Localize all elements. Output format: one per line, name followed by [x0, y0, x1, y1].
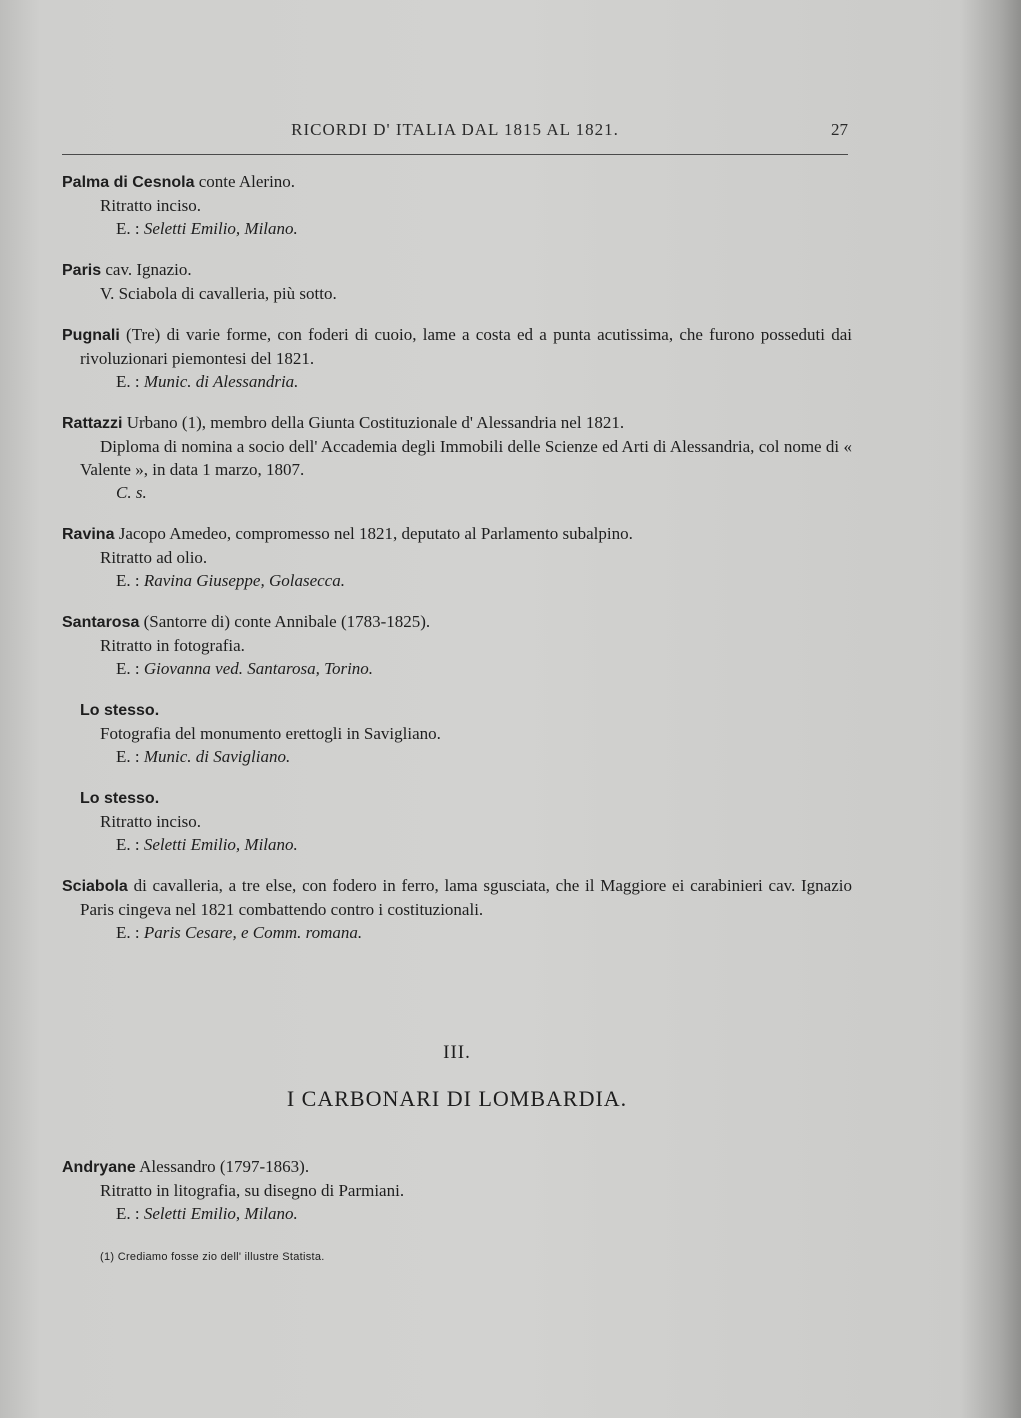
entry-heading: Lo stesso. [80, 790, 160, 807]
entry-owner: C. s. [116, 483, 147, 502]
entry-heading: Santarosa [62, 614, 140, 631]
entry-line: Diploma di nomina a socio dell' Accademia degli Immobili delle Scienze ed Arti di Alessandria, col nome di « Valente », in data 1 marzo, 1807. [80, 437, 852, 479]
footnote: (1) Crediamo fosse zio dell' illustre Statista. [100, 1251, 325, 1263]
header-rule [62, 154, 848, 155]
entry-line: Ritratto in fotografia. [100, 636, 245, 655]
entry-paris [62, 258, 852, 305]
running-title: RICORDI D' ITALIA DAL 1815 AL 1821. [291, 120, 619, 139]
entry-owner: E. : Seletti Emilio, Milano. [116, 835, 298, 854]
entry-andryane [62, 1155, 852, 1225]
entry-line: Ritratto inciso. [100, 196, 202, 215]
entry-ravina [62, 522, 852, 592]
entry-owner: E. : Giovanna ved. Santarosa, Torino. [116, 659, 374, 678]
entry-heading: Palma di Cesnola [62, 174, 195, 191]
entry-line: Ritratto ad olio. [100, 548, 208, 567]
entry-sciabola [62, 874, 852, 944]
entry-heading-rest: Alessandro (1797-1863). [135, 1157, 310, 1176]
entry-heading-rest: Urbano (1), membro della Giunta Costituzionale d' Alessandria nel 1821. [122, 413, 625, 432]
entry-heading-rest: (Santorre di) conte Annibale (1783-1825). [139, 612, 431, 631]
entry-line: V. Sciabola di cavalleria, più sotto. [100, 284, 337, 303]
entry-heading-rest: cav. Ignazio. [101, 260, 192, 279]
entry-rattazzi [62, 411, 852, 504]
entry-lo-stesso-1 [62, 698, 852, 768]
entry-lo-stesso-2 [62, 786, 852, 856]
entry-heading: Andryane [62, 1159, 136, 1176]
section-number: III. [443, 1042, 471, 1063]
entry-palma [62, 170, 852, 240]
entry-owner: E. : Munic. di Alessandria. [116, 372, 299, 391]
entry-owner: E. : Seletti Emilio, Milano. [116, 219, 298, 238]
entry-heading: Paris [62, 262, 102, 279]
entries-list [62, 170, 852, 962]
entry-heading: Sciabola [62, 878, 128, 895]
entry-heading-rest: Jacopo Amedeo, compromesso nel 1821, deputato al Parlamento subalpino. [114, 524, 633, 543]
entry-heading: Ravina [62, 526, 115, 543]
entry-heading: Lo stesso. [80, 702, 160, 719]
section-title: I CARBONARI DI LOMBARDIA. [286, 1086, 628, 1111]
entry-owner: E. : Seletti Emilio, Milano. [116, 1204, 298, 1223]
entry-heading-rest: conte Alerino. [194, 172, 296, 191]
entry-line: Fotografia del monumento erettogli in Savigliano. [100, 724, 441, 743]
entry-owner: E. : Munic. di Savigliano. [116, 747, 291, 766]
entry-owner: E. : Ravina Giuseppe, Golasecca. [116, 571, 345, 590]
entry-heading-rest: (Tre) di varie forme, con foderi di cuoio, lame a costa ed a punta acutissima, che furono posseduti dai rivoluzionari piemontesi del 1821. [80, 325, 852, 368]
entry-heading: Rattazzi [62, 415, 123, 432]
entry-heading: Pugnali [62, 327, 120, 344]
entry-line: Ritratto inciso. [100, 812, 202, 831]
entry-pugnali [62, 323, 852, 393]
entry-heading-rest: di cavalleria, a tre else, con fodero in ferro, lama sgusciata, che il Maggiore ei carabinieri cav. Ignazio Paris cingeva nel 1821 combattendo contro i costituzionali. [80, 876, 852, 919]
page-number: 27 [831, 120, 848, 139]
entry-owner: E. : Paris Cesare, e Comm. romana. [116, 923, 363, 942]
entry-santarosa [62, 610, 852, 680]
entry-line: Ritratto in litografia, su disegno di Parmiani. [100, 1181, 405, 1200]
section-heading [62, 1042, 852, 1112]
running-head [62, 120, 848, 148]
